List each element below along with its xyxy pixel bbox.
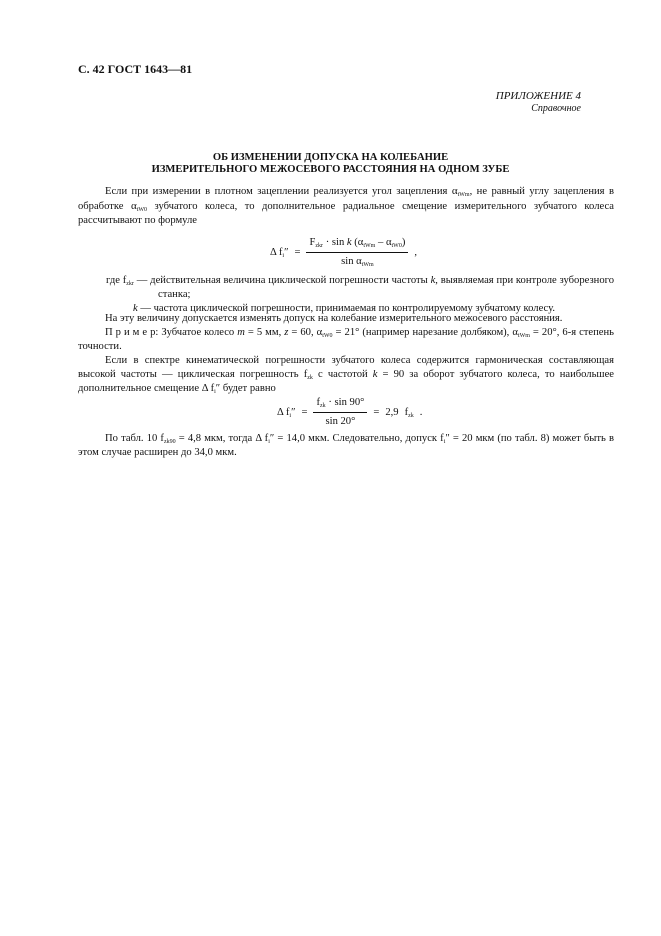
paragraph-intro [78,184,614,228]
section-title-line2: ИЗМЕРИТЕЛЬНОГО МЕЖОСЕВОГО РАССТОЯНИЯ НА ОДНОМ ЗУБЕ [151,164,510,175]
where-k: k — частота циклической погрешности, принимаемая по контролируемому зубчатому колесу. [133,303,555,314]
formula2-trailing-dot: . [419,406,423,418]
section-title [78,152,583,176]
paragraph-conclusion: По табл. 10 $f_{zk90} = 4,8$ мкм, тогда Δ $f_i'' = 14,0$ мкм. Следовательно, допуск $f_i'' = 20$ мкм (по табл. 8) может быть в этом случае расширен до 34,0 мкм. [78,433,614,458]
formula1-trailing-comma: , [414,246,418,258]
alpha-sub-twm: tWm [457,192,470,198]
where-fzkr: где $f_{zkr}$ — действительная величина циклической погрешности частоты k, выявляемая при контроле зуборезного станка; [106,275,614,300]
formula2-fraction [313,396,367,429]
formula-2 [277,396,422,429]
appendix-title: ПРИЛОЖЕНИЕ 4 [495,90,581,102]
formula2-numerator: $f_{zk} \cdot \sin 90^\circ$ [313,396,367,413]
formula1-lhs: Δ $f_i''$ [270,246,289,259]
formula1-numerator: $F_{zkr} \cdot \sin k$ $(\alpha_{tWm} - \alpha_{tW0})$ [306,236,408,253]
formula2-equals-2: = [373,406,380,418]
alpha-symbol: α [451,185,458,197]
page-header: С. 42 ГОСТ 1643—81 [78,62,193,76]
main-text [78,312,614,396]
intro-text-c: зубчатого колеса, то дополнительное радиальное смещение измерительного зубчатого колеса рассчитывают по формуле [78,201,614,226]
paragraph-example: П р и м е р: Зубчатое колесо m = 5 мм, z = 60, $\alpha_{tW0} = 21^\circ$ (например нарезание долбяком), $\alpha_{tWm} = 20^\circ$, 6-я степень точности. [78,327,615,352]
formula2-coefficient: 2,9 [385,406,399,418]
formula1-fraction [306,236,408,269]
formula2-f: $f_{zk}$ [404,406,414,419]
section-title-line1: ОБ ИЗМЕНЕНИИ ДОПУСКА НА КОЛЕБАНИЕ [212,152,449,163]
formula-1 [270,236,417,269]
where-clause [106,274,614,316]
alpha-symbol-2: α [130,200,137,212]
formula2-equals: = [301,406,308,418]
intro-text-a: Если при измерении в плотном зацеплении реализуется угол зацепления [105,186,448,197]
alpha-sub-tw0: tW0 [136,207,148,213]
formula2-denominator: sin 20° [325,416,356,427]
formula1-denominator: $\sin \alpha_{tWm}$ [341,256,374,268]
paragraph-tolerance: На эту величину допускается изменять допуск на колебание измерительного межосевого расстояния. [105,313,563,324]
intro-text-b: , не равный углу зацепления в обработке [78,186,614,212]
formula1-equals: = [294,246,301,258]
paragraph-spectrum: Если в спектре кинематической погрешности зубчатого колеса содержится гармоническая составляющая высокой частоты — циклическая погрешность $f_{zk}$ с частотой k = 90 за оборот зубчатого колеса, то наибольшее дополнительное смещение Δ $f_i''$ будет равно [78,355,614,395]
appendix-label [496,90,581,115]
appendix-subtitle: Справочное [531,103,581,114]
formula2-lhs: Δ $f_i''$ [277,406,296,419]
